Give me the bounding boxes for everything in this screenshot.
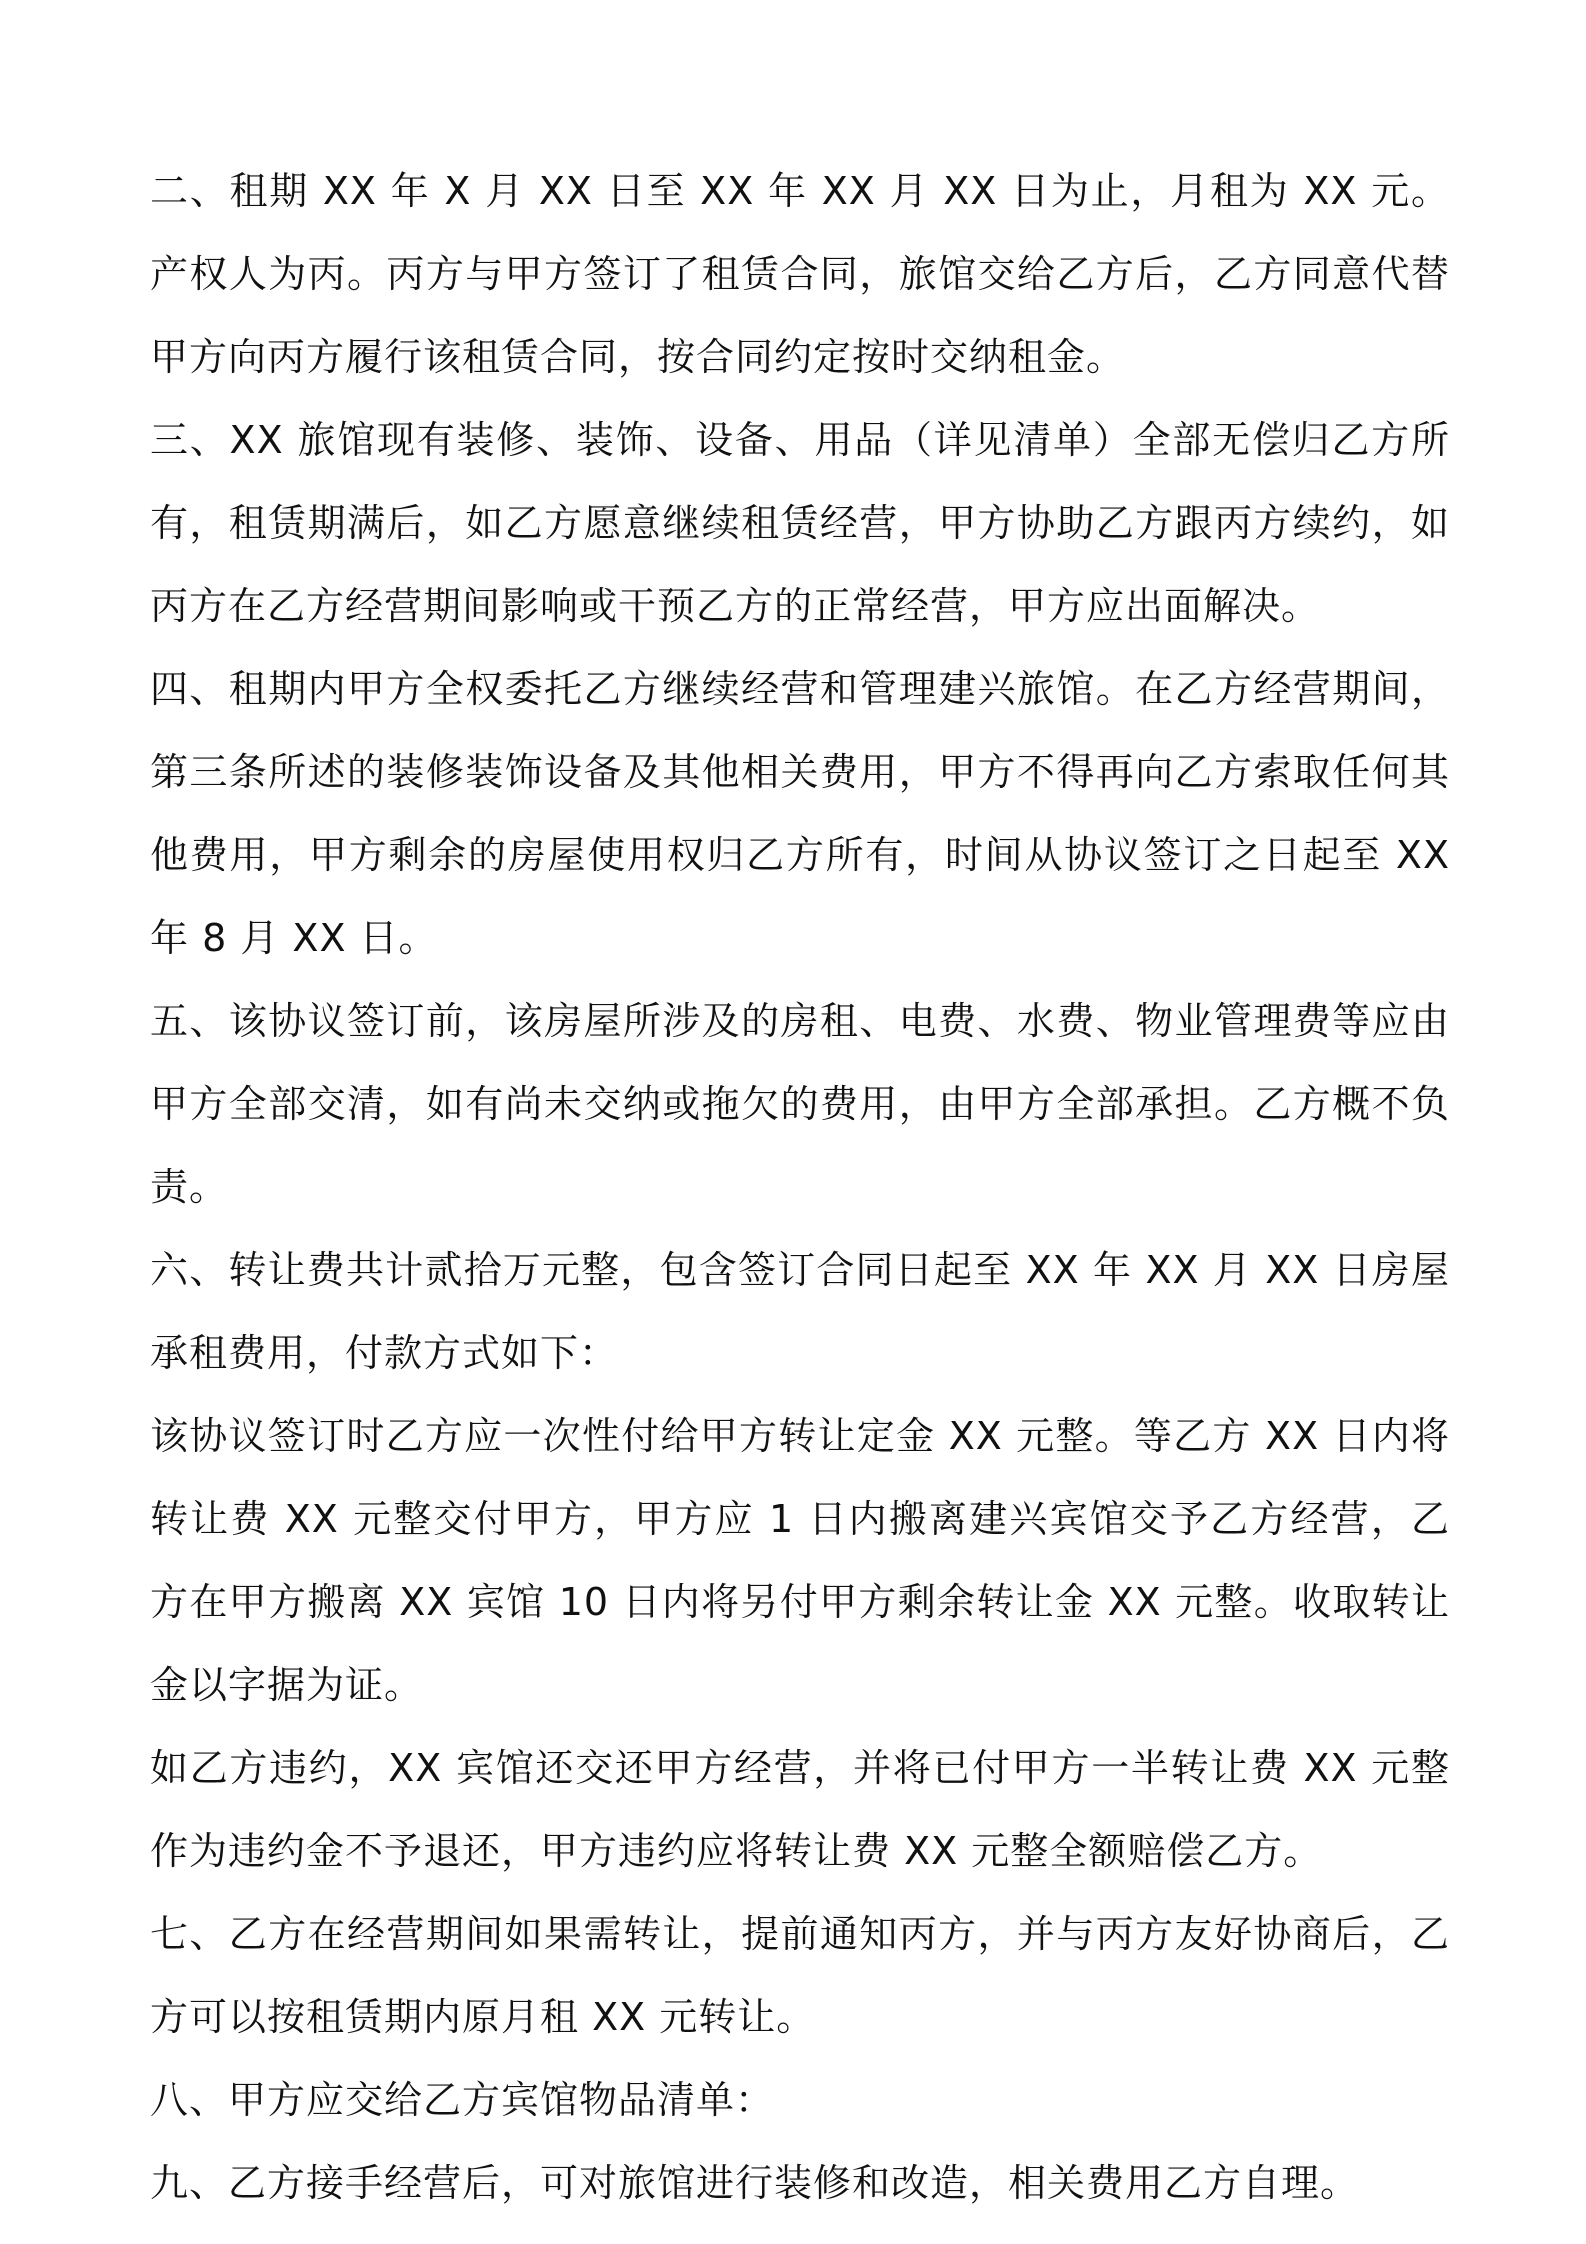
clause-9: 九、乙方接手经营后，可对旅馆进行装修和改造，相关费用乙方自理。 (150, 2161, 1360, 2205)
clause-7: 七、乙方在经营期间如果需转让，提前通知丙方，并与丙方友好协商后，乙方可以按租赁期内原月租 XX 元转让。 (150, 1912, 1450, 2039)
clause-3: 三、XX 旅馆现有装修、装饰、设备、用品（详见清单）全部无偿归乙方所有，租赁期满后，如乙方愿意继续租赁经营，甲方协助乙方跟丙方续约，如丙方在乙方经营期间影响或干预乙方的正常经营，甲方应出面解决。 (150, 418, 1450, 628)
clause-4: 四、租期内甲方全权委托乙方继续经营和管理建兴旅馆。在乙方经营期间，第三条所述的装修装饰设备及其他相关费用，甲方不得再向乙方索取任何其他费用，甲方剩余的房屋使用权归乙方所有，时间从协议签订之日起至 XX 年 8 月 XX 日。 (150, 667, 1450, 960)
breach-terms-paragraph: 如乙方违约，XX 宾馆还交还甲方经营，并将已付甲方一半转让费 XX 元整作为违约金不予退还，甲方违约应将转让费 XX 元整全额赔偿乙方。 (150, 1746, 1450, 1873)
clause-5: 五、该协议签订前，该房屋所涉及的房租、电费、水费、物业管理费等应由甲方全部交清，如有尚未交纳或拖欠的费用，由甲方全部承担。乙方概不负责。 (150, 999, 1450, 1209)
clause-6: 六、转让费共计贰拾万元整，包含签订合同日起至 XX 年 XX 月 XX 日房屋承租费用，付款方式如下： (150, 1248, 1450, 1375)
clause-8: 八、甲方应交给乙方宾馆物品清单： (150, 2078, 775, 2122)
clause-2: 二、租期 XX 年 X 月 XX 日至 XX 年 XX 月 XX 日为止，月租为 XX 元。产权人为丙。丙方与甲方签订了租赁合同，旅馆交给乙方后，乙方同意代替甲方向丙方履行该租赁合同，按合同约定按时交纳租金。 (150, 169, 1450, 379)
payment-terms-paragraph: 该协议签订时乙方应一次性付给甲方转让定金 XX 元整。等乙方 XX 日内将转让费 XX 元整交付甲方，甲方应 1 日内搬离建兴宾馆交予乙方经营，乙方在甲方搬离 XX 宾馆 10 日内将另付甲方剩余转让金 XX 元整。收取转让金以字据为证。 (150, 1414, 1450, 1707)
document-body (150, 150, 1450, 2225)
